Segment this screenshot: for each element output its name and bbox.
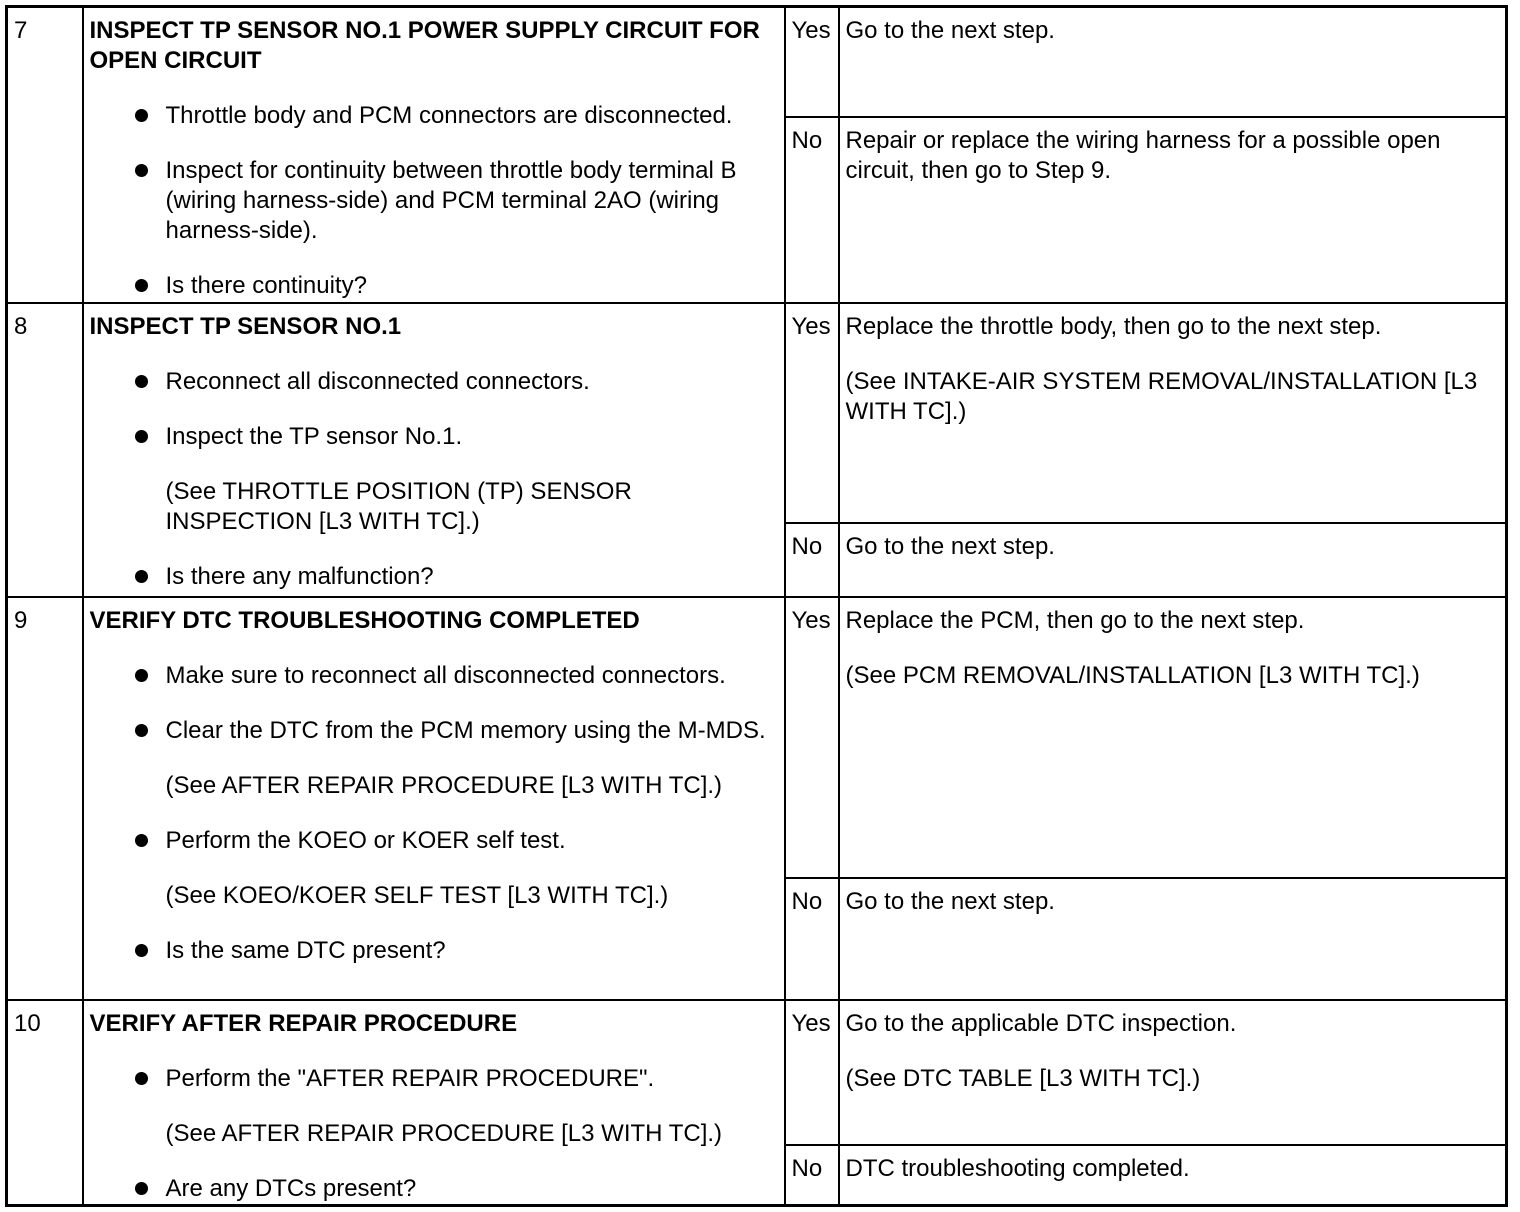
bullet-item: Reconnect all disconnected connectors. — [90, 367, 778, 397]
result-reference: (See PCM REMOVAL/INSTALLATION [L3 WITH TC].) — [845, 662, 1420, 690]
no-label: No — [785, 878, 839, 1000]
bullet-note: (See THROTTLE POSITION (TP) SENSOR INSPECTION [L3 WITH TC].) — [165, 477, 632, 535]
no-label: No — [785, 1145, 839, 1206]
bullet-item: Inspect for continuity between throttle body terminal B (wiring harness-side) and PCM terminal 2AO (wiring harness-side). — [90, 156, 778, 246]
bullet-item: Make sure to reconnect all disconnected connectors. — [90, 661, 778, 691]
yes-result — [839, 1000, 1507, 1145]
bullet-item: Throttle body and PCM connectors are disconnected. — [90, 101, 778, 131]
no-label: No — [785, 117, 839, 303]
no-label: No — [785, 523, 839, 597]
result-text: Repair or replace the wiring harness for a possible open circuit, then go to Step 9. — [845, 126, 1441, 184]
no-result — [839, 117, 1507, 303]
yes-label: Yes — [785, 7, 839, 117]
step-title: VERIFY DTC TROUBLESHOOTING COMPLETED — [89, 607, 640, 635]
step-instructions — [83, 597, 785, 999]
result-reference: (See DTC TABLE [L3 WITH TC].) — [845, 1064, 1201, 1092]
step-number: 8 — [7, 303, 83, 597]
step-bullets — [90, 661, 778, 746]
yes-label: Yes — [785, 303, 839, 523]
result-text: Go to the next step. — [845, 887, 1055, 915]
result-text: Go to the next step. — [845, 533, 1055, 561]
no-result — [839, 523, 1507, 597]
yes-label: Yes — [785, 1000, 839, 1145]
step-bullets — [90, 1064, 778, 1094]
step-9-yes-row — [7, 597, 1507, 877]
step-10-yes-row — [7, 1000, 1507, 1145]
result-reference: (See INTAKE-AIR SYSTEM REMOVAL/INSTALLATION [L3 WITH TC].) — [845, 367, 1478, 425]
step-8-yes-row — [7, 303, 1507, 523]
step-title: INSPECT TP SENSOR NO.1 POWER SUPPLY CIRCUIT FOR OPEN CIRCUIT — [89, 17, 760, 74]
troubleshooting-table — [5, 5, 1508, 1207]
bullet-item: Perform the KOEO or KOER self test. — [90, 826, 778, 856]
bullet-note: (See AFTER REPAIR PROCEDURE [L3 WITH TC].) — [165, 772, 723, 800]
result-text: Replace the throttle body, then go to the next step. — [845, 312, 1382, 340]
bullet-item: Is there any malfunction? — [90, 562, 778, 592]
result-text: Replace the PCM, then go to the next step. — [845, 607, 1305, 635]
result-text: Go to the applicable DTC inspection. — [845, 1009, 1237, 1037]
yes-result — [839, 7, 1507, 117]
yes-result — [839, 597, 1507, 877]
step-bullets — [90, 1174, 778, 1204]
result-text: DTC troubleshooting completed. — [845, 1154, 1190, 1182]
step-bullets — [90, 936, 778, 966]
yes-label: Yes — [785, 597, 839, 877]
bullet-note: (See AFTER REPAIR PROCEDURE [L3 WITH TC].) — [165, 1119, 723, 1147]
step-number: 9 — [7, 597, 83, 999]
no-result — [839, 1145, 1507, 1206]
yes-result — [839, 303, 1507, 523]
bullet-item: Are any DTCs present? — [90, 1174, 778, 1204]
bullet-note: (See KOEO/KOER SELF TEST [L3 WITH TC].) — [165, 882, 669, 910]
bullet-item: Clear the DTC from the PCM memory using the M-MDS. — [90, 716, 778, 746]
step-title: INSPECT TP SENSOR NO.1 — [89, 312, 402, 340]
no-result — [839, 878, 1507, 1000]
step-bullets — [90, 367, 778, 452]
step-bullets — [90, 101, 778, 301]
step-bullets — [90, 562, 778, 592]
step-instructions — [83, 303, 785, 597]
step-title: VERIFY AFTER REPAIR PROCEDURE — [89, 1009, 518, 1037]
step-number: 7 — [7, 7, 83, 303]
step-7-yes-row — [7, 7, 1507, 117]
bullet-item: Perform the "AFTER REPAIR PROCEDURE". — [90, 1064, 778, 1094]
step-bullets — [90, 826, 778, 856]
step-instructions — [83, 1000, 785, 1206]
result-text: Go to the next step. — [845, 17, 1055, 44]
bullet-item: Inspect the TP sensor No.1. — [90, 422, 778, 452]
step-number: 10 — [7, 1000, 83, 1206]
step-instructions — [83, 7, 785, 303]
bullet-item: Is there continuity? — [90, 271, 778, 301]
bullet-item: Is the same DTC present? — [90, 936, 778, 966]
